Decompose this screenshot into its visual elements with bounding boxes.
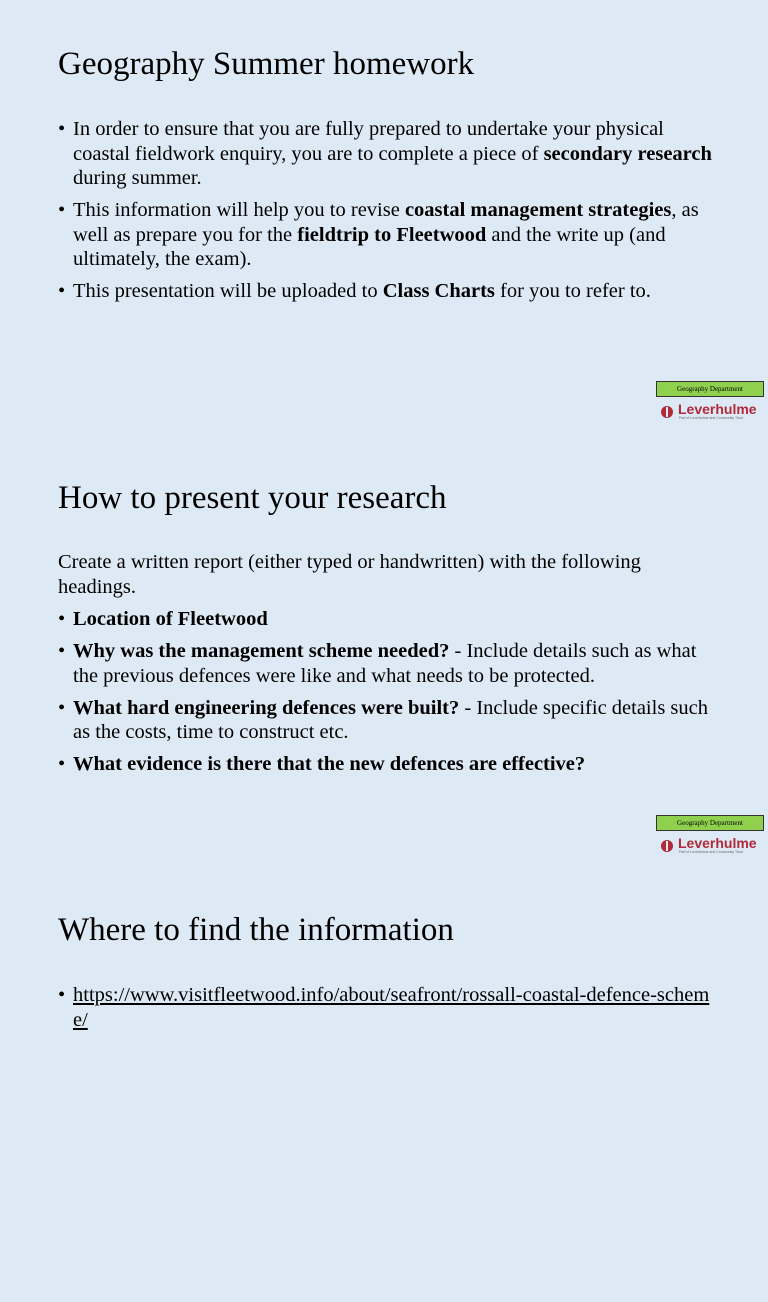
text-run: during summer.: [73, 167, 202, 189]
text-run: This presentation will be uploaded to: [73, 280, 383, 302]
bullet-dot-icon: •: [58, 608, 66, 630]
leverhulme-logo: [656, 835, 764, 857]
bullet-item: [58, 752, 718, 777]
leverhulme-tagline: Part of Leverhulme and Community Trust: [679, 416, 743, 420]
school-logo: [656, 815, 764, 857]
bullet-item: [58, 696, 718, 745]
slide-title: Where to find the information: [58, 912, 454, 948]
slide-title: Geography Summer homework: [58, 46, 475, 82]
bullet-dot-icon: •: [58, 280, 66, 302]
bullet-dot-icon: •: [58, 640, 66, 662]
text-run: , as well as prepare you for the: [73, 199, 699, 246]
slide-2: [0, 434, 768, 868]
bold-text: Class Charts: [382, 280, 495, 302]
leverhulme-mark-icon: [661, 406, 673, 418]
bold-text: secondary research: [543, 142, 712, 165]
slide-title: How to present your research: [58, 480, 447, 516]
bold-text: What hard engineering defences were built?: [73, 696, 460, 719]
bold-text: coastal management strategies: [404, 199, 672, 221]
bullet-dot-icon: •: [58, 118, 66, 140]
leverhulme-logo: [656, 401, 764, 423]
leverhulme-mark-icon: [661, 840, 673, 852]
bullet-list: [58, 607, 718, 777]
slide-3: [0, 868, 768, 1302]
bullet-item: [58, 279, 718, 304]
text-run: for you to refer to.: [494, 280, 651, 302]
bold-text: What evidence is there that the new defences are effective?: [73, 753, 586, 775]
bullet-item: [58, 198, 718, 272]
slide-body: [58, 550, 718, 784]
bold-text: Why was the management scheme needed?: [73, 640, 450, 662]
leverhulme-tagline: Part of Leverhulme and Community Trust: [679, 850, 743, 854]
bullet-item: [58, 117, 718, 191]
leverhulme-name: Leverhulme: [678, 835, 757, 851]
bullet-item: [58, 607, 718, 632]
bullet-list: [58, 117, 718, 304]
bullet-dot-icon: •: [58, 753, 66, 775]
bullet-dot-icon: •: [58, 984, 66, 1006]
leverhulme-name: Leverhulme: [678, 401, 757, 417]
school-logo: [656, 381, 764, 423]
slide-1: [0, 0, 768, 434]
resource-link[interactable]: https://www.visitfleetwood.info/about/seafront/rossall-coastal-defence-scheme/: [73, 984, 710, 1031]
bullet-item: [58, 639, 718, 688]
department-label: Geography Department: [656, 381, 764, 397]
text-run: - Include details such as what the previous defences were like and what needs to be protected.: [73, 640, 697, 687]
bullet-item[interactable]: [58, 983, 718, 1032]
bold-text: fieldtrip to Fleetwood: [297, 223, 487, 246]
text-run: In order to ensure that you are fully prepared to undertake your physical coastal fieldwork enquiry, you are to complete a piece of: [73, 118, 664, 165]
bullet-dot-icon: •: [58, 199, 66, 221]
bullet-dot-icon: •: [58, 696, 66, 719]
text-run: This information will help you to revise: [73, 199, 405, 221]
text-run: - Include specific details such as the costs, time to construct etc.: [73, 696, 709, 743]
bold-text: Location of Fleetwood: [73, 608, 268, 630]
slide-body: [58, 983, 718, 1040]
bullet-list: [58, 983, 718, 1032]
text-run: and the write up (and ultimately, the exam).: [73, 223, 666, 270]
department-label: Geography Department: [656, 815, 764, 831]
intro-text: Create a written report (either typed or handwritten) with the following headings.: [58, 551, 641, 598]
slide-body: [58, 117, 718, 311]
